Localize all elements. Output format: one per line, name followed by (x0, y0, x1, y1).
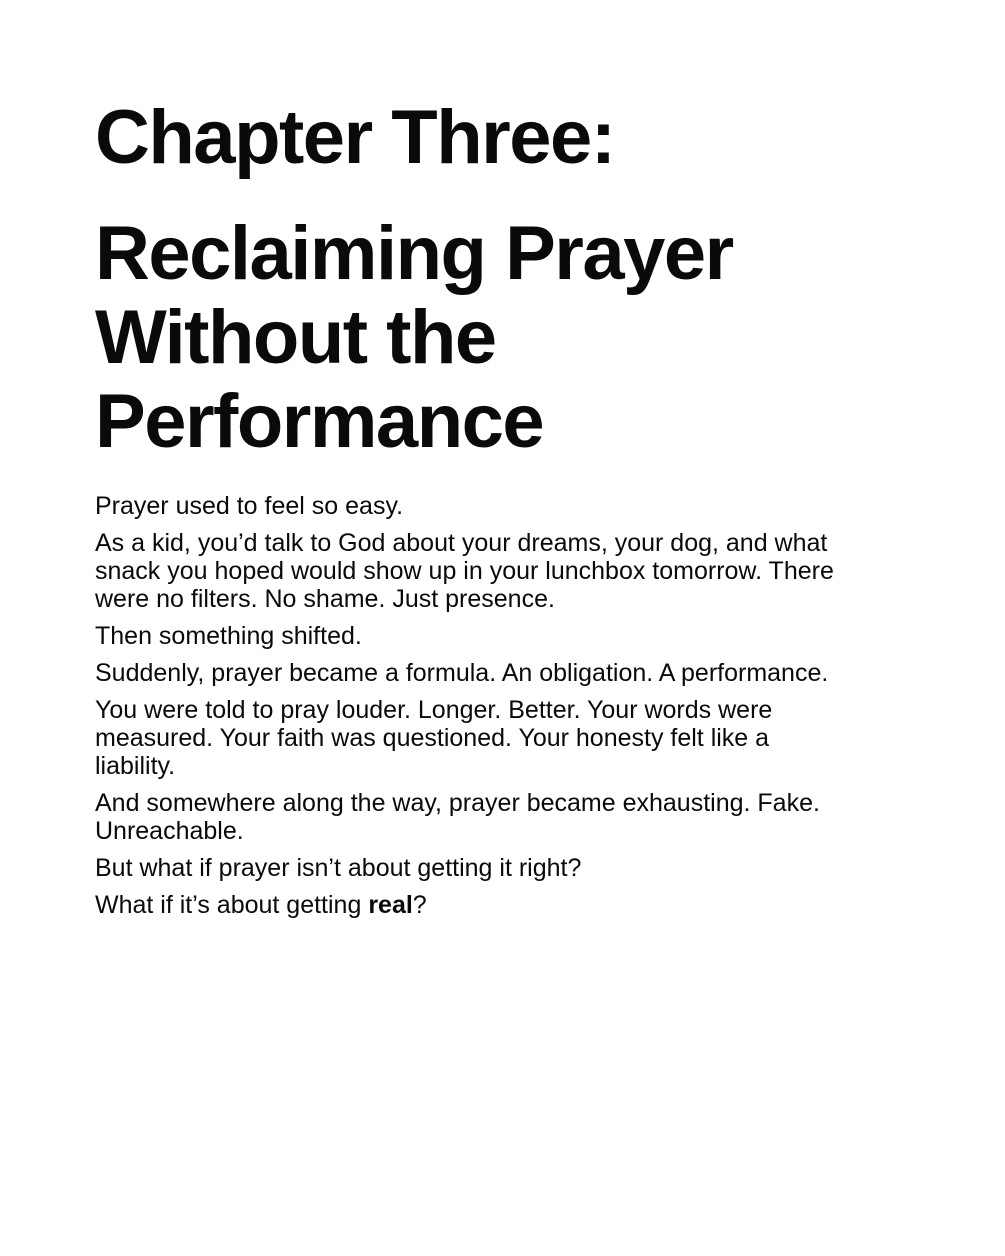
paragraph-7: But what if prayer isn’t about getting it right? (95, 854, 582, 882)
paragraph-3: Then something shifted. (95, 622, 362, 650)
paragraph-5-line-3: liability. (95, 752, 176, 780)
chapter-label: Chapter Three: (95, 95, 615, 180)
paragraph-5 (95, 696, 915, 780)
chapter-title-line-1: Reclaiming Prayer (95, 211, 733, 296)
paragraph-1: Prayer used to feel so easy. (95, 492, 404, 520)
paragraph-5-line-2: measured. Your faith was questioned. Your honesty felt like a (95, 724, 770, 752)
paragraph-5-line-1: You were told to pray louder. Longer. Better. Your words were (95, 696, 773, 724)
paragraph-6-line-1: And somewhere along the way, prayer became exhausting. Fake. (95, 789, 820, 817)
paragraph-4: Suddenly, prayer became a formula. An obligation. A performance. (95, 659, 829, 687)
paragraph-2-line-2: snack you hoped would show up in your lunchbox tomorrow. There (95, 557, 834, 585)
paragraph-8 (95, 891, 915, 919)
body-text (95, 492, 915, 919)
document-page (95, 96, 915, 928)
paragraph-8-emphasis: real (368, 891, 413, 919)
paragraph-2 (95, 529, 915, 613)
paragraph-6 (95, 789, 915, 845)
chapter-title-line-3: Performance (95, 379, 544, 464)
chapter-title (95, 212, 915, 464)
paragraph-8-text: What if it’s about getting (95, 891, 369, 919)
paragraph-6-line-2: Unreachable. (95, 817, 244, 845)
paragraph-2-line-1: As a kid, you’d talk to God about your dreams, your dog, and what (95, 529, 828, 557)
paragraph-2-line-3: were no filters. No shame. Just presence. (95, 585, 555, 613)
paragraph-8-punctuation: ? (412, 891, 427, 919)
chapter-title-line-2: Without the (95, 295, 496, 380)
